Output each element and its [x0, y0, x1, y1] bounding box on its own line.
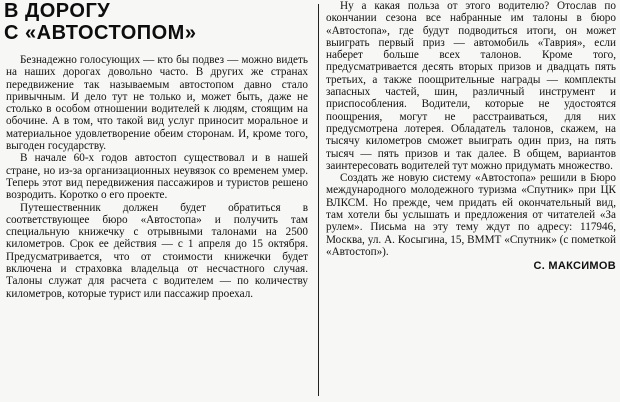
article-headline: [4, 0, 308, 50]
paragraph-left-2: В начале 60-х годов автостоп существовал и в нашей стране, но из-за организационных неувязок со временем умер. Теперь этот вид передвижения пассажиров и туристов решено возродить. Коротко о его проекте.: [6, 152, 308, 202]
left-column: [4, 0, 308, 402]
right-column: [326, 0, 616, 402]
paragraph-left-1: Безнадежно голосующих — кто бы подвез — можно видеть на наших дорогах довольно часто. В других же странах передвижение так называемым автостопом давно стало привычным. И дело тут не только и, может быть, даже не столько в особом отношении водителей к людям, стоящим на обочине. А в том, что такой вид услуг приносит моральное и материальное удовлетворение обеим сторонам. И, кроме того, выгоден государству.: [6, 54, 308, 153]
paragraph-right-1: Ну а какая польза от этого водителю? Отослав по окончании сезона все набранные им талоны в бюро «Автостопа», где будут подводиться итоги, он может выиграть первый приз — автомобиль «Таврия», если наберет больше всех талонов. Кроме того, предусматривается десять вторых призов и двадцать пять третьих, а также поощрительные награды — комплекты запасных частей, шин, различный инструмент и приспособления. Водители, которые не удостоятся поощрения, могут не расстраиваться, для них предусмотрена лотерея. Обладатель талонов, скажем, на тысячу километров сможет выиграть один приз, на пять тысяч — пять призов и так далее. В общем, вариантов заинтересовать водителей тут можно придумать множество.: [326, 0, 616, 172]
paragraph-left-3: Путешественник должен будет обратиться в соответствующее бюро «Автостопа» и получить там специальную книжечку с отрывными талонами на 2500 километров. Срок ее действия — с 1 апреля до 15 октября. Предусматривается, что от стоимости книжечки будет включена и страховка владельца от несчастного случая. Талоны служат для расчета с водителем — по количеству километров, которые турист или пассажир проехал.: [6, 201, 308, 300]
paragraph-right-2: Создать же новую систему «Автостопа» решили в Бюро международного молодежного туризма «Спутник» при ЦК ВЛКСМ. Но прежде, чем придать ей окончательный вид, там хотели бы услышать и предложения от читателей «За рулем». Письма на эту тему ждут по адресу: 117946, Москва, ул. А. Косыгина, 15, ВММТ «Спутник» (с пометкой «Автостоп»).: [326, 172, 616, 258]
author-signature: С. МАКСИМОВ: [533, 260, 616, 273]
column-divider: [318, 4, 319, 396]
headline-line-1: В ДОРОГУ: [4, 0, 111, 22]
headline-line-2: С «АВТОСТОПОМ»: [4, 22, 197, 44]
